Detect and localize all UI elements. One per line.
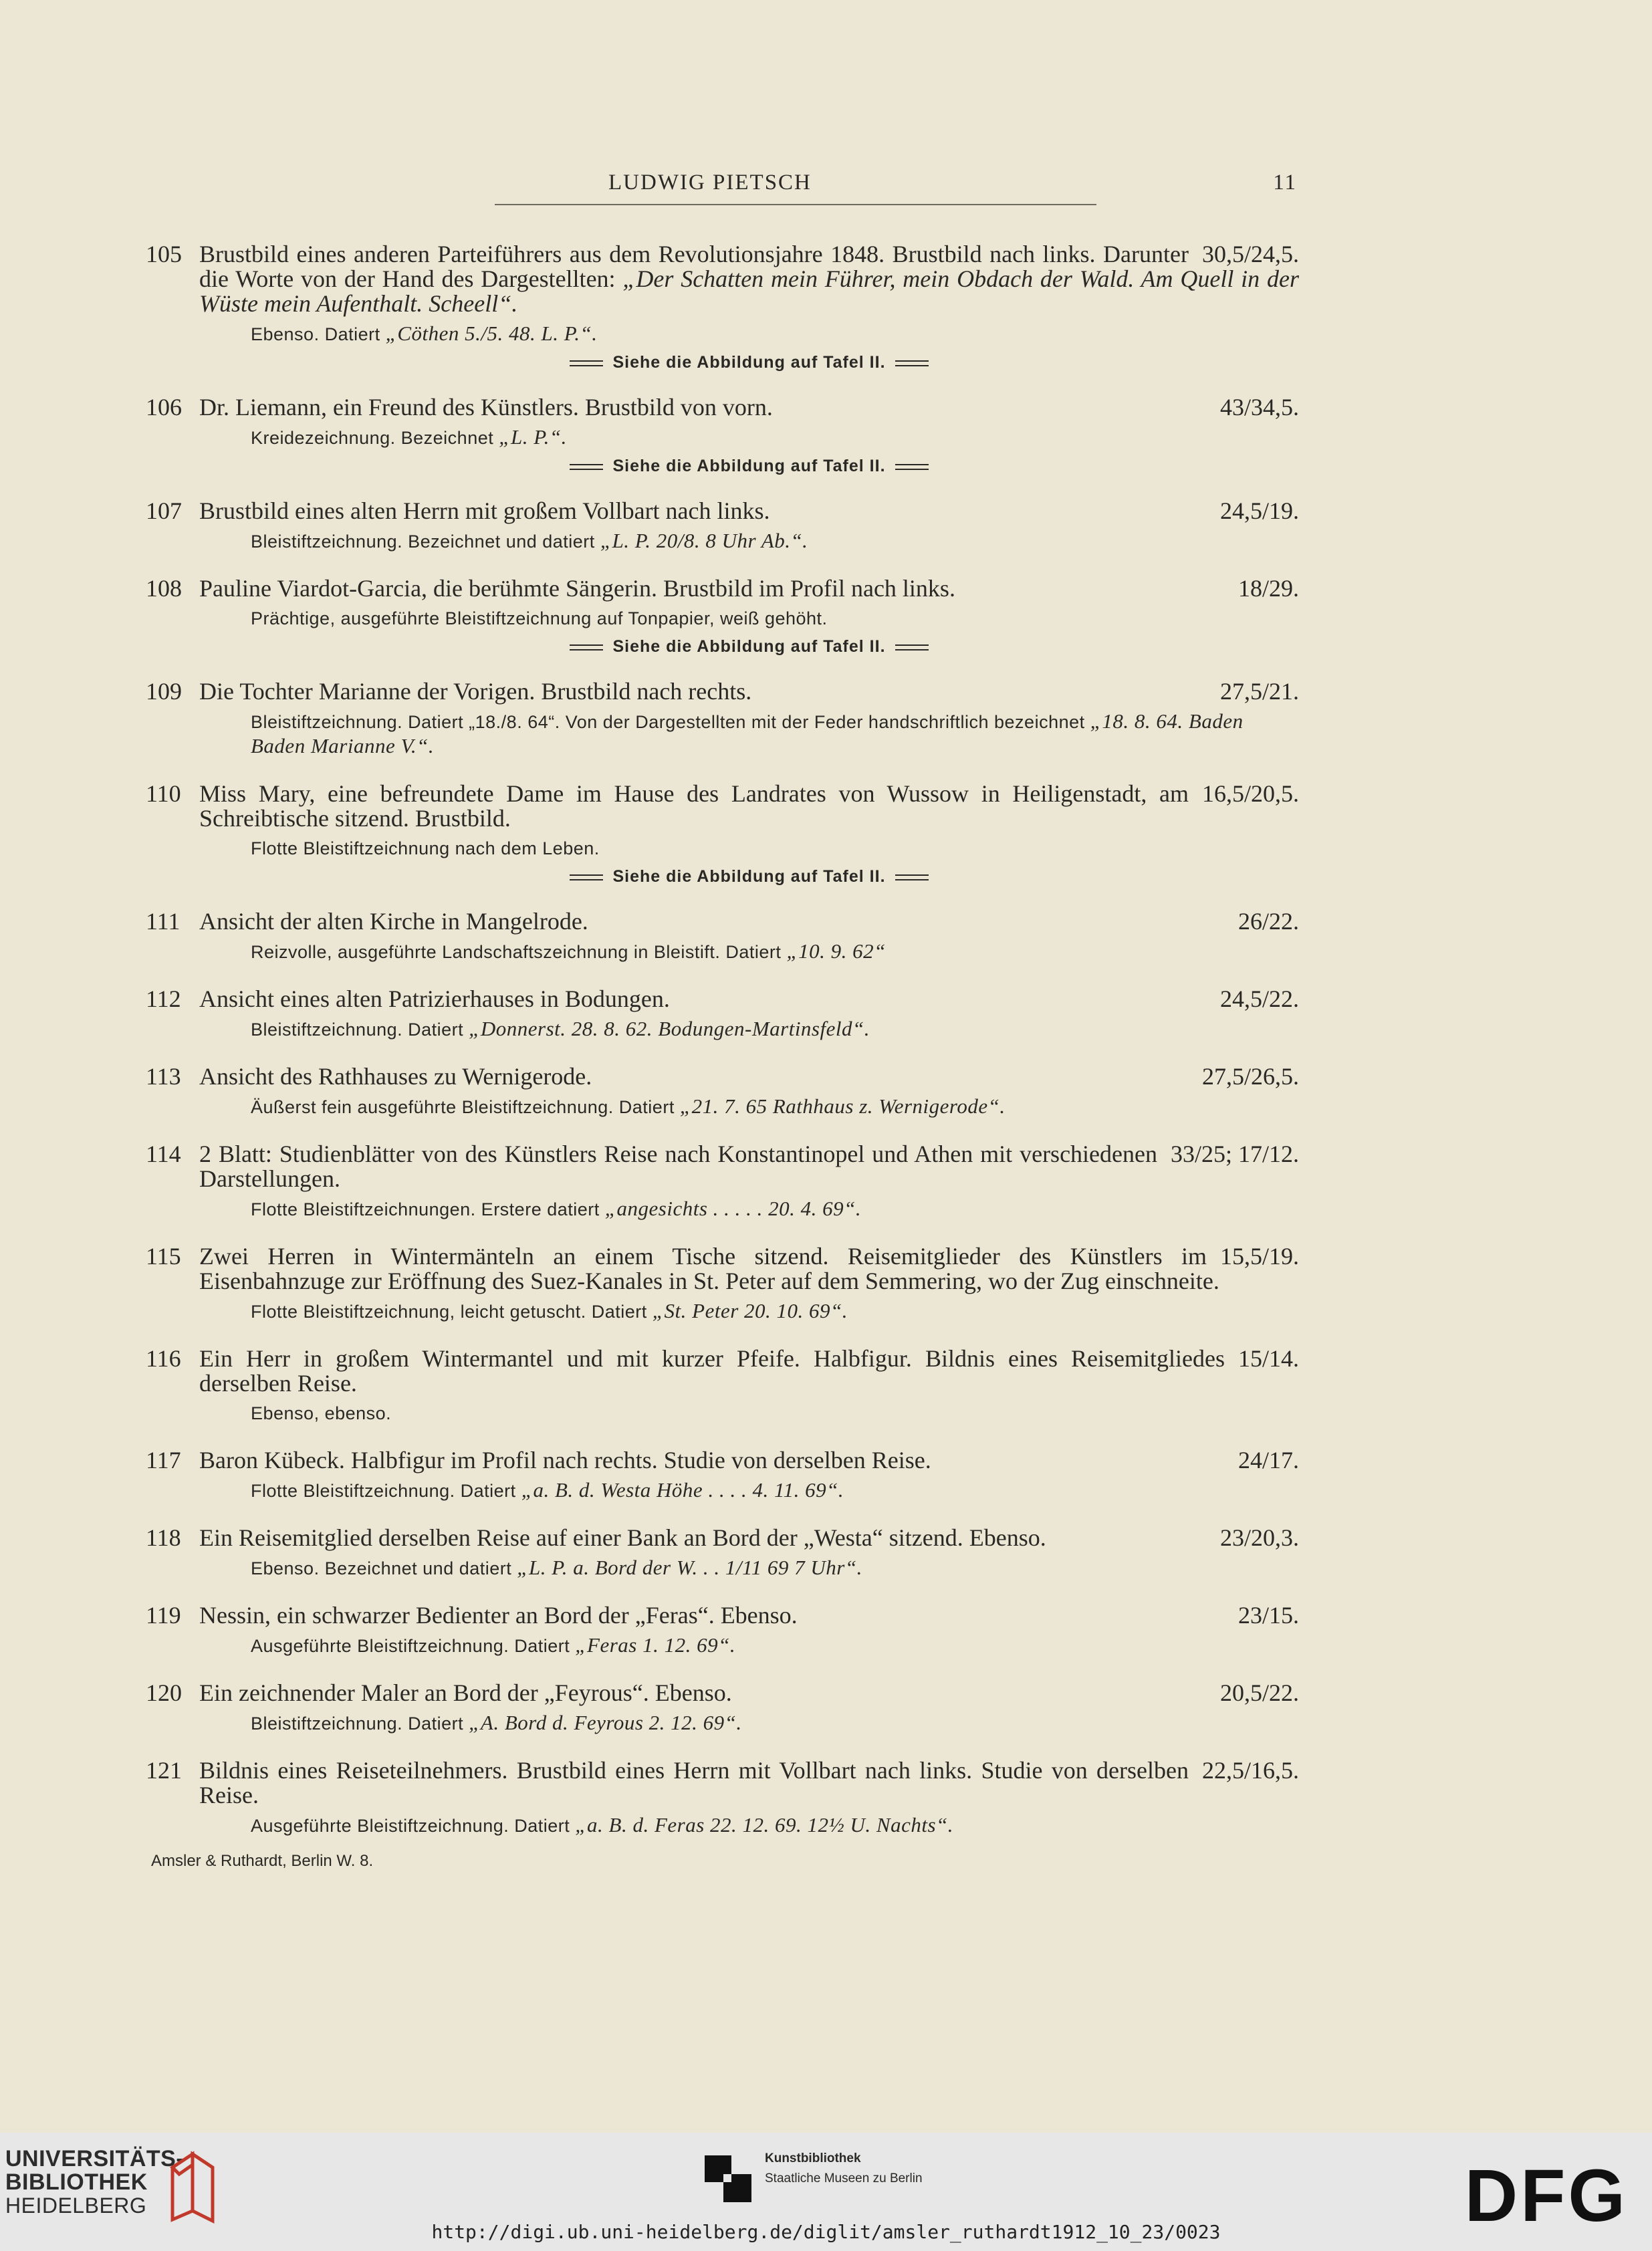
entry-dimensions: 15,5/19.	[1219, 1243, 1299, 1270]
catalog-entry	[146, 1244, 1299, 1324]
permalink-url[interactable]: http://digi.ub.uni-heidelberg.de/diglit/amsler_ruthardt1912_10_23/0023	[431, 2221, 1221, 2243]
page-number: 11	[1273, 170, 1297, 195]
entry-date-inscription: „a. B. d. Westa Höhe . . . . 4. 11. 69“.	[521, 1478, 844, 1502]
entry-number: 109	[146, 678, 182, 705]
entry-technique	[146, 1094, 1299, 1119]
entry-dimensions: 16,5/20,5.	[1201, 780, 1299, 807]
entry-description	[146, 1064, 1299, 1089]
entry-technique	[146, 1197, 1299, 1221]
catalog-entry	[146, 576, 1299, 657]
entry-number: 113	[146, 1063, 181, 1090]
entry-technique-text: Bleistiftzeichnung. Datiert	[251, 1713, 464, 1734]
running-head-title: LUDWIG PIETSCH	[608, 170, 812, 195]
digitization-footer	[0, 2133, 1652, 2251]
entry-title: Die Tochter Marianne der Vorigen. Brustbild nach rechts.	[199, 678, 752, 705]
entry-dimensions: 23/15.	[1237, 1602, 1299, 1629]
entry-dimensions: 27,5/26,5.	[1201, 1063, 1299, 1090]
entry-description	[146, 987, 1299, 1012]
catalog-entries	[146, 242, 1299, 1861]
entry-dimensions: 26/22.	[1237, 908, 1299, 935]
entry-number: 120	[146, 1679, 182, 1706]
entry-title: Bildnis eines Reiseteilnehmers. Brustbild eines Herrn mit Vollbart nach links. Studie von derselben Reise.	[199, 1757, 1189, 1808]
entry-number: 114	[146, 1141, 181, 1167]
entry-technique-text: Flotte Bleistiftzeichnung, leicht getuscht. Datiert	[251, 1302, 647, 1322]
entry-main-text	[199, 1526, 1299, 1550]
double-rule-right	[895, 360, 929, 366]
entry-main-text	[199, 987, 1299, 1012]
entry-title: Ansicht der alten Kirche in Mangelrode.	[199, 908, 588, 935]
entry-technique-text: Bleistiftzeichnung. Bezeichnet und datiert	[251, 531, 595, 552]
entry-technique	[146, 836, 1299, 860]
entry-technique	[146, 1017, 1299, 1042]
entry-date-inscription: „L. P. a. Bord der W. . . 1/11 69 7 Uhr“.	[517, 1556, 862, 1579]
catalog-entry	[146, 1526, 1299, 1580]
running-head	[147, 170, 1297, 200]
entry-dimensions: 24,5/19.	[1219, 497, 1299, 524]
entry-description	[146, 1758, 1299, 1808]
entry-number: 121	[146, 1757, 182, 1784]
entry-technique	[146, 1711, 1299, 1736]
entry-dimensions: 27,5/21.	[1219, 678, 1299, 705]
entry-technique-text: Reizvolle, ausgeführte Landschaftszeichnung in Bleistift. Datiert	[251, 942, 782, 962]
entry-main-text	[199, 1142, 1299, 1191]
double-rule-left	[570, 874, 603, 880]
entry-dimensions: 15/14.	[1237, 1345, 1299, 1372]
double-rule-left	[570, 360, 603, 366]
entry-technique-text: Kreidezeichnung. Bezeichnet	[251, 428, 494, 448]
entry-dimensions: 22,5/16,5.	[1201, 1757, 1299, 1784]
entry-description	[146, 1526, 1299, 1550]
entry-main-text	[199, 499, 1299, 523]
plate-reference-text: Siehe die Abbildung auf Tafel II.	[612, 637, 886, 656]
entry-title: Brustbild eines alten Herrn mit großem Vollbart nach links.	[199, 497, 770, 524]
entry-inscription: „Der Schatten mein Führer, mein Obdach der Wald. Am Quell in der Wüste mein Aufenthalt. Scheell“.	[199, 265, 1299, 317]
entry-technique	[146, 1556, 1299, 1580]
entry-main-text	[199, 1244, 1299, 1294]
entry-technique-text: Bleistiftzeichnung. Datiert „18./8. 64“. Von der Dargestellten mit der Feder handschriftlich bezeichnet	[251, 712, 1085, 732]
catalog-entry	[146, 679, 1299, 759]
printer-imprint: Amsler & Ruthardt, Berlin W. 8.	[151, 1852, 374, 1870]
entry-number: 107	[146, 497, 182, 524]
dfg-logo[interactable]: DFG	[1464, 2155, 1628, 2237]
entry-number: 117	[146, 1447, 181, 1473]
entry-date-inscription: „Feras 1. 12. 69“.	[575, 1633, 736, 1657]
entry-technique-text: Flotte Bleistiftzeichnung nach dem Leben.	[251, 838, 600, 858]
entry-date-inscription: „St. Peter 20. 10. 69“.	[652, 1299, 848, 1322]
entry-dimensions: 20,5/22.	[1219, 1679, 1299, 1706]
entry-main-text	[199, 1346, 1299, 1396]
entry-date-inscription: „a. B. d. Feras 22. 12. 69. 12½ U. Nachts“.	[575, 1813, 954, 1837]
entry-title: Nessin, ein schwarzer Bedienter an Bord der „Feras“. Ebenso.	[199, 1602, 798, 1629]
entry-technique	[146, 322, 1299, 346]
entry-main-text	[199, 679, 1299, 704]
entry-number: 111	[146, 908, 181, 935]
plate-reference	[146, 353, 1299, 372]
catalog-entry	[146, 499, 1299, 554]
entry-title: Ansicht des Rathhauses zu Wernigerode.	[199, 1063, 592, 1090]
entry-date-inscription: „10. 9. 62“	[786, 939, 886, 963]
entry-title: Ansicht eines alten Patrizierhauses in Bodungen.	[199, 985, 670, 1012]
plate-reference	[146, 457, 1299, 476]
ub-logo-line3: HEIDELBERG	[5, 2194, 147, 2218]
entry-number: 105	[146, 241, 182, 267]
entry-description	[146, 1346, 1299, 1396]
catalog-entry	[146, 1603, 1299, 1658]
header-rule	[495, 204, 1096, 205]
entry-main-text	[199, 1758, 1299, 1808]
entry-date-inscription: „L. P. 20/8. 8 Uhr Ab.“.	[600, 529, 808, 552]
entry-dimensions: 24,5/22.	[1219, 985, 1299, 1012]
entry-description	[146, 679, 1299, 704]
entry-description	[146, 1603, 1299, 1628]
entry-technique-text: Flotte Bleistiftzeichnung. Datiert	[251, 1481, 516, 1501]
entry-dimensions: 43/34,5.	[1219, 394, 1299, 421]
entry-technique	[146, 1299, 1299, 1324]
kunstbibliothek-icon	[705, 2155, 751, 2202]
catalog-entry	[146, 1448, 1299, 1503]
ub-logo-line2: BIBLIOTHEK	[5, 2169, 148, 2195]
entry-description	[146, 1244, 1299, 1294]
ub-heidelberg-logo[interactable]	[5, 2147, 184, 2218]
entry-main-text	[199, 1448, 1299, 1473]
entry-technique	[146, 1633, 1299, 1658]
entry-date-inscription: „L. P.“.	[499, 425, 567, 449]
double-rule-left	[570, 464, 603, 470]
entry-number: 112	[146, 985, 181, 1012]
plate-reference	[146, 867, 1299, 886]
double-rule-left	[570, 644, 603, 650]
entry-technique-text: Flotte Bleistiftzeichnungen. Erstere datiert	[251, 1199, 600, 1219]
entry-number: 106	[146, 394, 182, 421]
entry-date-inscription: „angesichts . . . . . 20. 4. 69“.	[604, 1197, 862, 1220]
double-rule-right	[895, 464, 929, 470]
entry-main-text	[199, 1603, 1299, 1628]
entry-technique-text: Ebenso. Bezeichnet und datiert	[251, 1558, 512, 1578]
entry-number: 119	[146, 1602, 181, 1629]
catalog-entry	[146, 1681, 1299, 1736]
entry-dimensions: 30,5/24,5.	[1201, 241, 1299, 267]
entry-title: Miss Mary, eine befreundete Dame im Hause des Landrates von Wussow in Heiligenstadt, am Schreibtische sitzend. Brustbild.	[199, 780, 1189, 832]
entry-technique	[146, 1401, 1299, 1425]
entry-title: Pauline Viardot-Garcia, die berühmte Sängerin. Brustbild im Profil nach links.	[199, 575, 955, 602]
catalog-entry	[146, 909, 1299, 964]
entry-date-inscription: „21. 7. 65 Rathhaus z. Wernigerode“.	[679, 1094, 1006, 1118]
catalog-entry	[146, 782, 1299, 886]
entry-number: 116	[146, 1345, 181, 1372]
kb-subtitle: Staatliche Museen zu Berlin	[765, 2171, 923, 2185]
plate-reference-text: Siehe die Abbildung auf Tafel II.	[612, 353, 886, 372]
entry-main-text	[199, 576, 1299, 601]
entry-technique-text: Ebenso. Datiert	[251, 324, 380, 344]
entry-description	[146, 1142, 1299, 1191]
entry-technique	[146, 1478, 1299, 1503]
entry-title: Ein zeichnender Maler an Bord der „Feyrous“. Ebenso.	[199, 1679, 732, 1706]
entry-dimensions: 24/17.	[1237, 1447, 1299, 1473]
entry-technique	[146, 606, 1299, 630]
plate-reference-text: Siehe die Abbildung auf Tafel II.	[612, 867, 886, 886]
catalog-entry	[146, 1142, 1299, 1221]
entry-main-text	[199, 1681, 1299, 1705]
plate-reference-text: Siehe die Abbildung auf Tafel II.	[612, 457, 886, 475]
entry-main-text	[199, 1064, 1299, 1089]
kb-name: Kunstbibliothek	[765, 2151, 861, 2165]
entry-title: Dr. Liemann, ein Freund des Künstlers. Brustbild von vorn.	[199, 394, 773, 421]
entry-number: 118	[146, 1524, 181, 1551]
catalog-entry	[146, 987, 1299, 1042]
entry-technique	[146, 1813, 1299, 1838]
entry-main-text	[199, 242, 1299, 316]
double-rule-right	[895, 644, 929, 650]
entry-title: Ein Herr in großem Wintermantel und mit kurzer Pfeife. Halbfigur. Bildnis eines Reisemitgliedes derselben Reise.	[199, 1345, 1225, 1397]
catalog-entry	[146, 395, 1299, 476]
entry-technique	[146, 425, 1299, 450]
entry-date-inscription: „A. Bord d. Feyrous 2. 12. 69“.	[469, 1711, 742, 1734]
entry-description	[146, 1681, 1299, 1705]
entry-description	[146, 242, 1299, 316]
double-rule-right	[895, 874, 929, 880]
entry-description	[146, 782, 1299, 831]
entry-date-inscription: „Cöthen 5./5. 48. L. P.“.	[385, 322, 598, 345]
entry-number: 115	[146, 1243, 181, 1270]
entry-description	[146, 499, 1299, 523]
catalog-entry	[146, 1758, 1299, 1838]
entry-dimensions: 23/20,3.	[1219, 1524, 1299, 1551]
entry-main-text	[199, 782, 1299, 831]
entry-technique	[146, 709, 1299, 759]
ub-heidelberg-mark-icon	[166, 2147, 226, 2226]
entry-date-inscription: „18. 8. 64. Baden Baden Marianne V.“.	[251, 709, 1244, 757]
entry-number: 108	[146, 575, 182, 602]
entry-dimensions: 33/25; 17/12.	[1170, 1141, 1299, 1167]
entry-description	[146, 395, 1299, 420]
entry-title: Brustbild eines anderen Parteiführers aus dem Revolutionsjahre 1848. Brustbild nach links. Darunter die Worte von der Hand des Dargestellten:	[199, 241, 1189, 292]
entry-title: Ein Reisemitglied derselben Reise auf einer Bank an Bord der „Westa“ sitzend. Ebenso.	[199, 1524, 1046, 1551]
entry-technique-text: Prächtige, ausgeführte Bleistiftzeichnung auf Tonpapier, weiß gehöht.	[251, 608, 828, 628]
catalog-entry	[146, 1064, 1299, 1119]
entry-main-text	[199, 395, 1299, 420]
entry-technique	[146, 529, 1299, 554]
entry-number: 110	[146, 780, 181, 807]
entry-title: Zwei Herren in Wintermänteln an einem Tische sitzend. Reisemitglieder des Künstlers im Eisenbahnzuge zur Eröffnung des Suez-Kanales in St. Peter auf dem Semmering, wo der Zug einschneite.	[199, 1243, 1219, 1294]
entry-date-inscription: „Donnerst. 28. 8. 62. Bodungen-Martinsfeld“.	[469, 1017, 870, 1040]
entry-title: Baron Kübeck. Halbfigur im Profil nach rechts. Studie von derselben Reise.	[199, 1447, 931, 1473]
entry-description	[146, 576, 1299, 601]
entry-dimensions: 18/29.	[1237, 575, 1299, 602]
entry-technique-text: Ebenso, ebenso.	[251, 1403, 392, 1423]
entry-technique-text: Ausgeführte Bleistiftzeichnung. Datiert	[251, 1816, 570, 1836]
entry-description	[146, 909, 1299, 934]
catalog-entry	[146, 1346, 1299, 1425]
ub-logo-line1: UNIVERSITÄTS-	[5, 2146, 185, 2171]
plate-reference	[146, 637, 1299, 657]
catalog-entry	[146, 242, 1299, 372]
entry-title: 2 Blatt: Studienblätter von des Künstlers Reise nach Konstantinopel und Athen mit verschiedenen Darstellungen.	[199, 1141, 1157, 1192]
entry-technique-text: Äußerst fein ausgeführte Bleistiftzeichnung. Datiert	[251, 1097, 675, 1117]
entry-technique-text: Bleistiftzeichnung. Datiert	[251, 1020, 464, 1040]
entry-main-text	[199, 909, 1299, 934]
entry-description	[146, 1448, 1299, 1473]
entry-technique-text: Ausgeführte Bleistiftzeichnung. Datiert	[251, 1636, 570, 1656]
entry-technique	[146, 939, 1299, 964]
